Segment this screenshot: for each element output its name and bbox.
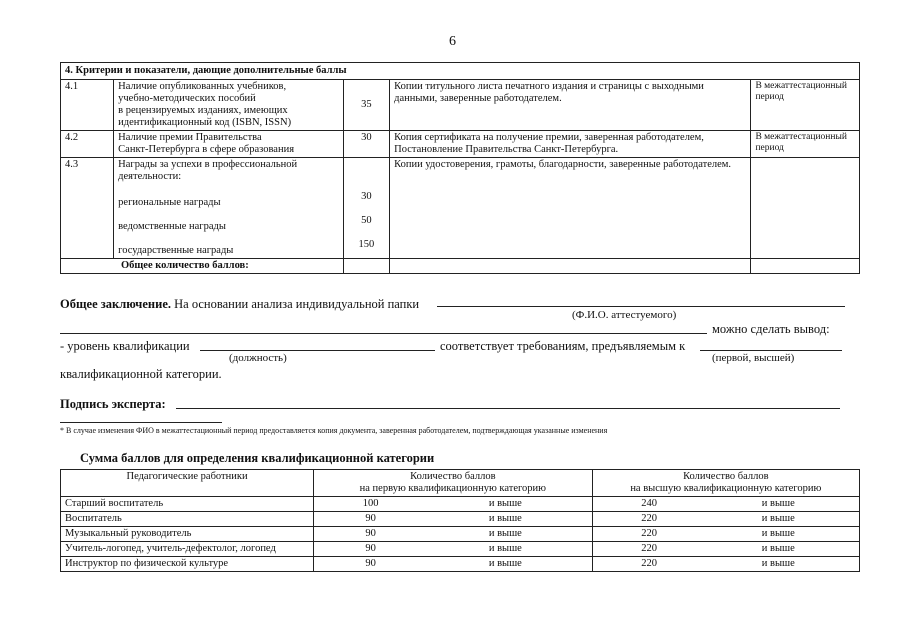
criterion-points: 30 — [343, 131, 389, 158]
table-row — [61, 512, 860, 527]
criteria-row-4-3 — [61, 158, 860, 259]
criterion-period: В межаттестационный период — [751, 80, 860, 131]
criterion-period: В межаттестационный период — [751, 131, 860, 158]
summary-col-header-first-line1: Количество баллов — [410, 471, 496, 482]
summary-highest-suffix: и выше — [761, 498, 795, 509]
signature-label: Подпись эксперта: — [60, 397, 166, 411]
level-middle-text: соответствует требованиям, предъявляемым к — [440, 339, 686, 353]
fio-field[interactable] — [437, 306, 845, 307]
summary-role: Музыкальный руководитель — [61, 527, 314, 542]
criterion-documents: Копии удостоверения, грамоты, благодарности, заверенные работодателем. — [390, 158, 751, 259]
footnote-text: * В случае изменения ФИО в межаттестационный период предоставляется копия документа, заверенная работодателем, подтверждающая указанные изменения — [60, 426, 608, 435]
criterion-number: 4.3 — [61, 158, 114, 259]
summary-highest — [592, 527, 859, 542]
criterion-name — [114, 131, 344, 158]
criteria-total-row — [61, 259, 860, 274]
position-caption: (должность) — [229, 352, 287, 364]
summary-header-row — [61, 470, 860, 497]
award-points-regional: 30 — [361, 191, 372, 202]
summary-first — [314, 527, 593, 542]
position-field[interactable] — [200, 350, 435, 351]
summary-highest-value: 220 — [641, 513, 657, 524]
table-row — [61, 497, 860, 512]
summary-title: Сумма баллов для определения квалификационной категории — [80, 451, 435, 465]
table-row — [61, 542, 860, 557]
summary-highest-suffix: и выше — [761, 543, 795, 554]
page-number: 6 — [449, 34, 456, 49]
summary-highest-value: 240 — [641, 498, 657, 509]
criterion-documents: Копия сертификата на получение премии, заверенная работодателем, Постановление Правительства Санкт-Петербурга. — [390, 131, 751, 158]
criterion-name — [114, 80, 344, 131]
summary-highest-value: 220 — [641, 558, 657, 569]
summary-first-value: 90 — [365, 558, 376, 569]
criteria-section-header: 4. Критерии и показатели, дающие дополнительные баллы — [61, 63, 860, 80]
summary-highest-value: 220 — [641, 528, 657, 539]
fio-caption: (Ф.И.О. аттестуемого) — [572, 309, 677, 321]
summary-role: Старший воспитатель — [61, 497, 314, 512]
criteria-row-4-2 — [61, 131, 860, 158]
conclusion-label: Общее заключение. — [60, 297, 171, 311]
criterion-points: 35 — [343, 80, 389, 131]
conclusion-text-3: квалификационной категории. — [60, 367, 222, 381]
criterion-name-line: Наличие премии Правительства — [118, 132, 262, 143]
summary-first-value: 90 — [365, 528, 376, 539]
criterion-name-line: Награды за успехи в профессиональной — [118, 159, 298, 170]
summary-first-suffix: и выше — [488, 513, 522, 524]
summary-highest-suffix: и выше — [761, 528, 795, 539]
summary-col-header-highest-line2: на высшую квалификационную категорию — [630, 483, 822, 494]
summary-first-value: 90 — [365, 543, 376, 554]
award-label-departmental: ведомственные награды — [118, 221, 226, 232]
conclusion-line-1 — [60, 297, 419, 312]
total-empty-cell — [390, 259, 751, 274]
total-points-value — [343, 259, 389, 274]
criterion-name-line: Санкт-Петербурга в сфере образования — [118, 144, 295, 155]
criteria-table — [60, 62, 860, 274]
category-field[interactable] — [700, 350, 842, 351]
level-prefix: - уровень квалификации — [60, 339, 190, 353]
summary-col-header-highest-line1: Количество баллов — [683, 471, 769, 482]
award-label-regional: региональные награды — [118, 197, 221, 208]
award-points-state: 150 — [358, 239, 375, 250]
category-caption: (первой, высшей) — [712, 352, 795, 364]
summary-highest-suffix: и выше — [761, 558, 795, 569]
summary-first-suffix: и выше — [488, 558, 522, 569]
criterion-name-line: Наличие опубликованных учебников, — [118, 81, 287, 92]
criterion-period — [751, 158, 860, 259]
criterion-name-line: деятельности: — [118, 171, 182, 182]
summary-highest — [592, 542, 859, 557]
summary-col-header-first — [314, 470, 593, 497]
total-points-label: Общее количество баллов: — [61, 259, 344, 274]
summary-first — [314, 512, 593, 527]
summary-first — [314, 542, 593, 557]
summary-role: Учитель-логопед, учитель-дефектолог, логопед — [61, 542, 314, 557]
summary-col-header-first-line2: на первую квалификационную категорию — [359, 483, 547, 494]
summary-first-suffix: и выше — [488, 498, 522, 509]
summary-first-value: 90 — [365, 513, 376, 524]
summary-highest-suffix: и выше — [761, 513, 795, 524]
summary-first — [314, 497, 593, 512]
summary-role: Воспитатель — [61, 512, 314, 527]
footnote-divider — [60, 422, 222, 423]
summary-first-value: 100 — [362, 498, 379, 509]
criterion-documents: Копии титульного листа печатного издания и страницы с выходными данными, заверенные работодателем. — [390, 80, 751, 131]
criterion-name-line: в рецензируемых изданиях, имеющих — [118, 105, 288, 116]
summary-highest — [592, 557, 859, 572]
criteria-row-4-1 — [61, 80, 860, 131]
criterion-number: 4.1 — [61, 80, 114, 131]
fio-continuation-field[interactable] — [60, 333, 707, 334]
criterion-name — [114, 158, 344, 259]
total-empty-cell — [751, 259, 860, 274]
summary-highest — [592, 497, 859, 512]
award-label-state: государственные награды — [118, 245, 234, 256]
summary-first-suffix: и выше — [488, 528, 522, 539]
criterion-points — [343, 158, 389, 259]
summary-highest — [592, 512, 859, 527]
criterion-number: 4.2 — [61, 131, 114, 158]
conclusion-text-2: можно сделать вывод: — [712, 322, 830, 336]
signature-field[interactable] — [176, 408, 840, 409]
summary-col-header-role: Педагогические работники — [61, 470, 314, 497]
criterion-name-line: учебно-методических пособий — [118, 93, 256, 104]
conclusion-text: На основании анализа индивидуальной папки — [174, 297, 420, 311]
criterion-name-line: идентификационный код (ISBN, ISSN) — [118, 117, 292, 128]
summary-first-suffix: и выше — [488, 543, 522, 554]
summary-col-header-highest — [592, 470, 859, 497]
table-row — [61, 527, 860, 542]
summary-highest-value: 220 — [641, 543, 657, 554]
summary-role: Инструктор по физической культуре — [61, 557, 314, 572]
award-points-departmental: 50 — [361, 215, 372, 226]
table-row — [61, 557, 860, 572]
summary-table — [60, 469, 860, 572]
summary-first — [314, 557, 593, 572]
